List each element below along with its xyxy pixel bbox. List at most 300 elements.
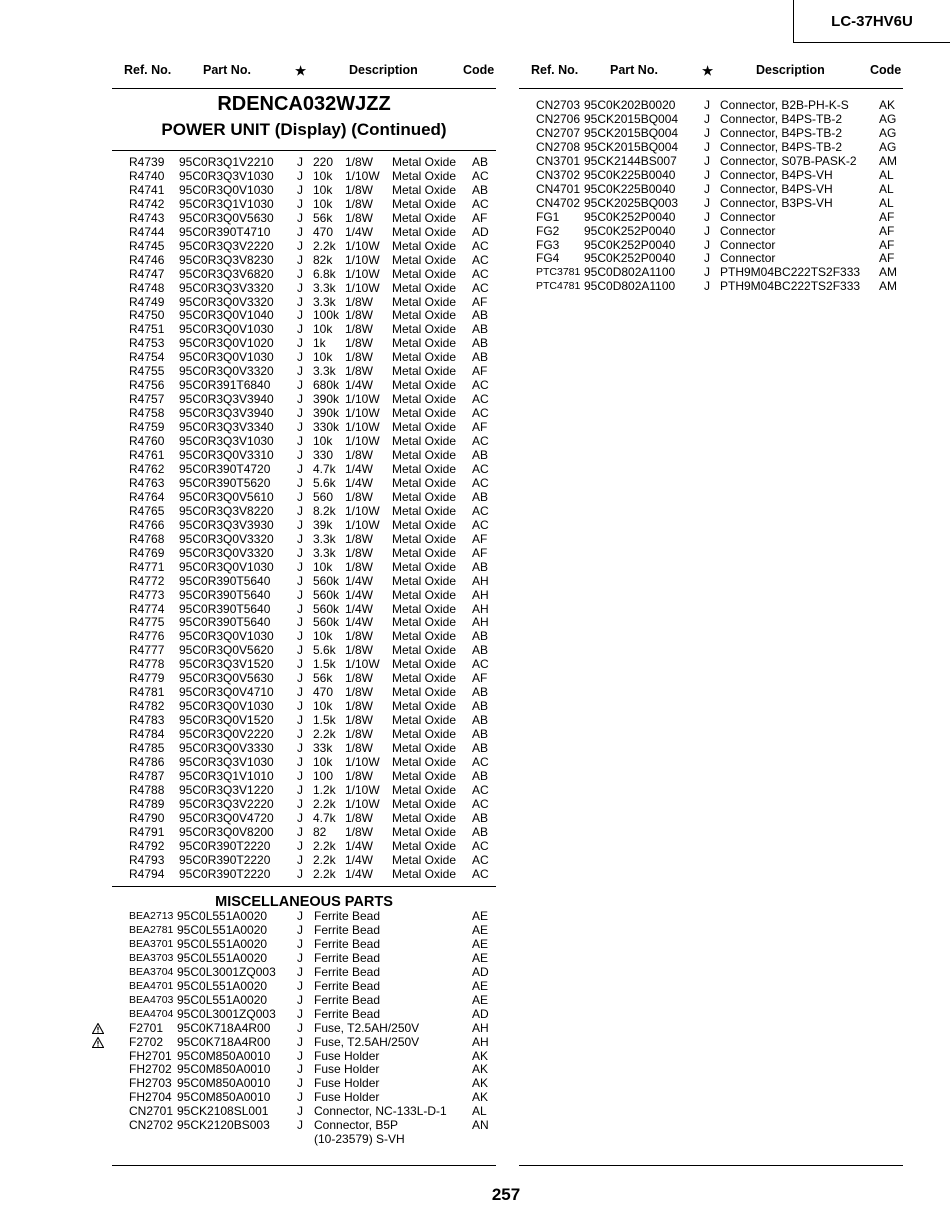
cell-code: AE [472,909,489,923]
cell-star-mark: J [297,517,303,532]
cell-ref-no: R4776 [129,629,165,644]
cell-wattage: 1/4W [345,852,374,867]
cell-code: AE [472,922,489,937]
cell-wattage: 1/4W [345,378,374,393]
cell-ref-no: R4750 [129,308,165,323]
cell-star-mark: J [297,1048,303,1063]
cell-code: AC [472,434,489,449]
cell-code: AH [472,1034,489,1049]
table-row [112,1105,496,1119]
table-row [112,868,496,882]
cell-code: AB [472,741,489,756]
cell-value: 3.3k [313,280,336,295]
cell-part-no: 95C0K202B0020 [584,98,676,112]
cell-wattage: 1/8W [345,196,374,211]
cell-ref-no: BEA4704 [129,1007,174,1020]
cell-star-mark: J [297,266,303,281]
cell-part-no: 95C0M850A0010 [177,1090,271,1105]
cell-description: Connector [720,223,776,238]
cell-part-no: 95C0R3Q3V3930 [179,517,274,532]
cell-star-mark: J [297,475,303,490]
cell-ref-no: R4777 [129,643,165,658]
cell-star-mark: J [704,251,710,266]
cell-star-mark: J [297,224,303,239]
table-row [112,1022,496,1036]
cell-part-no: 95C0L551A0020 [177,922,268,937]
cell-code: AB [472,559,489,574]
cell-code: AB [472,489,489,504]
cell-part-no: 95C0D802A1100 [584,279,676,294]
cell-code: AC [472,280,489,295]
cell-value: 10k [313,322,333,337]
cell-ref-no: R4741 [129,182,165,197]
cell-star-mark: J [704,279,710,294]
cell-wattage: 1/4W [345,838,374,853]
cell-description: Metal Oxide [392,685,457,700]
cell-part-no: 95C0R3Q3V2220 [179,238,274,253]
cell-description: Ferrite Bead [314,950,381,965]
cell-description: Metal Oxide [392,252,457,267]
cell-value: 10k [313,434,333,449]
table-row [112,784,496,798]
cell-ref-no: F2701 [129,1020,164,1035]
cell-part-no: 95C0K252P0040 [584,237,676,252]
table-row [112,589,496,603]
cell-wattage: 1/8W [345,350,374,365]
cell-wattage: 1/10W [345,168,380,183]
header-ref-no: Ref. No. [124,63,172,77]
misc-top-rule [112,886,496,887]
cell-star-mark: J [297,1090,303,1105]
cell-star-mark: J [297,782,303,797]
cell-ref-no: R4755 [129,364,165,379]
cell-part-no: 95C0L551A0020 [177,992,268,1007]
cell-wattage: 1/4W [345,587,374,602]
cell-ref-no: CN2707 [536,125,581,140]
cell-value: 560k [313,573,340,588]
cell-ref-no: CN3702 [536,167,581,182]
cell-part-no: 95C0R3Q0V3320 [179,545,274,560]
cell-wattage: 1/8W [345,448,374,463]
cell-star-mark: J [297,364,303,379]
table-row [112,938,496,952]
cell-description: Connector, B4PS-TB-2 [720,125,843,140]
cell-star-mark: J [297,727,303,742]
cell-star-mark: J [297,168,303,183]
table-row [112,561,496,575]
cell-value: 10k [313,196,333,211]
cell-code: AC [472,238,489,253]
cell-value: 33k [313,741,333,756]
cell-wattage: 1/8W [345,210,374,225]
table-row [112,1050,496,1064]
cell-star-mark: J [297,294,303,309]
cell-wattage: 1/10W [345,238,380,253]
table-row [112,477,496,491]
right-bottom-rule [519,1165,903,1166]
cell-code: AD [472,224,489,239]
cell-part-no: 95CK2144BS007 [584,153,677,168]
table-row [519,266,903,280]
cell-part-no: 95C0R3Q0V3320 [179,364,274,379]
cell-code: AM [879,153,897,168]
cell-description: Metal Oxide [392,866,457,881]
cell-code: AB [472,350,489,365]
right-column-header [519,63,903,81]
cell-ref-no: R4775 [129,615,165,630]
cell-wattage: 1/4W [345,601,374,616]
cell-value: 10k [313,754,333,769]
cell-wattage: 1/4W [345,475,374,490]
cell-ref-no: CN2703 [536,98,581,112]
cell-ref-no: R4783 [129,713,165,728]
cell-ref-no: BEA4701 [129,979,174,992]
cell-part-no: 95C0R390T4720 [179,461,271,476]
cell-code: AM [879,279,897,294]
table-row [112,994,496,1008]
table-row [112,547,496,561]
table-row [112,519,496,533]
cell-code: AN [472,1118,489,1133]
table-row [112,407,496,421]
table-row [112,840,496,854]
section-subtitle: POWER UNIT (Display) (Continued) [161,120,447,139]
table-row [112,463,496,477]
cell-code: AF [472,545,488,560]
cell-code: AC [472,838,489,853]
cell-star-mark: J [297,559,303,574]
cell-part-no: 95CK2025BQ003 [584,195,679,210]
cell-star-mark: J [704,98,710,112]
cell-star-mark: J [704,167,710,182]
cell-star-mark: J [297,601,303,616]
cell-part-no: 95C0R3Q0V5620 [179,643,274,658]
cell-description: Connector [720,209,776,224]
cell-wattage: 1/8W [345,155,374,169]
cell-description: PTH9M04BC222TS2F333 [720,279,861,294]
cell-description: Metal Oxide [392,573,457,588]
cell-value: 680k [313,378,340,393]
misc-parts-list [112,910,496,1147]
cell-code: AF [879,209,895,224]
cell-part-no: 95C0R390T5640 [179,587,271,602]
cell-ref-no: FH2704 [129,1090,172,1105]
cell-description: Metal Oxide [392,406,457,421]
cell-value: 100 [313,768,334,783]
cell-wattage: 1/4W [345,224,374,239]
cell-part-no: 95C0M850A0010 [177,1048,271,1063]
table-row [519,280,903,294]
cell-description: Metal Oxide [392,322,457,337]
cell-ref-no: R4745 [129,238,165,253]
cell-ref-no: BEA2713 [129,910,174,922]
cell-code: AF [472,531,488,546]
cell-description: Metal Oxide [392,196,457,211]
cell-part-no: 95CK2108SL001 [177,1104,269,1119]
cell-star-mark: J [297,322,303,337]
cell-ref-no: R4744 [129,224,165,239]
cell-ref-no: R4794 [129,866,165,881]
cell-code: AB [472,727,489,742]
cell-part-no: 95C0R3Q0V8200 [179,824,274,839]
cell-description: Metal Oxide [392,545,457,560]
cell-code: AC [472,196,489,211]
cell-star-mark: J [297,685,303,700]
table-row [112,379,496,393]
cell-wattage: 1/10W [345,420,380,435]
cell-description: Metal Oxide [392,782,457,797]
cell-description: Metal Oxide [392,475,457,490]
cell-description: Connector, S07B-PASK-2 [720,153,857,168]
cell-code: AB [472,713,489,728]
cell-part-no: 95C0R390T5620 [179,475,271,490]
cell-description: Metal Oxide [392,336,457,351]
cell-description: Metal Oxide [392,210,457,225]
table-row [112,421,496,435]
cell-star-mark: J [704,139,710,154]
cell-description: Metal Oxide [392,657,457,672]
cell-value: 330k [313,420,340,435]
cell-code: AE [472,936,489,951]
cell-wattage: 1/8W [345,336,374,351]
cell-description: Metal Oxide [392,671,457,686]
cell-star-mark: J [297,406,303,421]
table-row [112,714,496,728]
cell-part-no: 95C0K252P0040 [584,223,676,238]
cell-star-mark: J [297,238,303,253]
cell-star-mark: J [297,950,303,965]
cell-star-mark: J [297,196,303,211]
cell-ref-no: R4773 [129,587,165,602]
cell-code: AB [472,308,489,323]
header-ref-no: Ref. No. [531,63,579,77]
cell-code: AC [472,503,489,518]
cell-star-mark: J [297,210,303,225]
cell-description: Connector, B4PS-TB-2 [720,111,843,126]
cell-part-no: 95C0L3001ZQ003 [177,964,276,979]
table-row [112,282,496,296]
cell-description: Metal Oxide [392,768,457,783]
table-row [519,169,903,183]
model-label: LC-37HV6U [793,0,950,43]
cell-value: 1k [313,336,326,351]
table-row [112,966,496,980]
cell-wattage: 1/10W [345,434,380,449]
cell-code: AC [472,866,489,881]
cell-ref-no: R4766 [129,517,165,532]
cell-ref-no: R4764 [129,489,165,504]
cell-star-mark: J [297,643,303,658]
cell-star-mark: J [297,489,303,504]
cell-description: Metal Oxide [392,629,457,644]
table-row [112,924,496,938]
table-row [519,197,903,211]
table-row [519,239,903,253]
cell-description: Metal Oxide [392,503,457,518]
cell-part-no: 95C0M850A0010 [177,1062,271,1077]
cell-part-no: 95CK2015BQ004 [584,125,679,140]
cell-description: Metal Oxide [392,838,457,853]
table-row [112,575,496,589]
cell-part-no: 95C0R3Q0V1020 [179,336,274,351]
cell-code: AE [472,978,489,993]
cell-value: 6.8k [313,266,336,281]
cell-description: Connector [720,251,776,266]
cell-ref-no: R4765 [129,503,165,518]
cell-ref-no: CN2708 [536,139,581,154]
cell-description: Metal Oxide [392,294,457,309]
cell-value: 82k [313,252,333,267]
cell-value: 330 [313,448,334,463]
cell-star-mark: J [297,615,303,630]
cell-wattage: 1/8W [345,364,374,379]
cell-value: 5.6k [313,475,336,490]
cell-value: 470 [313,224,334,239]
cell-code: AB [472,768,489,783]
cell-value: 1.5k [313,657,336,672]
table-row [112,170,496,184]
cell-value: 10k [313,350,333,365]
cell-value: 8.2k [313,503,336,518]
cell-star-mark: J [297,922,303,937]
cell-ref-no: R4743 [129,210,165,225]
cell-ref-no: R4751 [129,322,165,337]
cell-ref-no: FG2 [536,223,560,238]
cell-description: Connector, B5P [314,1118,399,1133]
header-part-no: Part No. [203,63,251,77]
right-parts-list [519,99,903,294]
cell-part-no: 95C0R3Q0V5630 [179,210,274,225]
table-row [112,700,496,714]
cell-code: AC [472,754,489,769]
cell-description: Metal Oxide [392,615,457,630]
cell-wattage: 1/10W [345,657,380,672]
cell-description: Metal Oxide [392,713,457,728]
cell-ref-no: R4742 [129,196,165,211]
cell-ref-no: CN4702 [536,195,581,210]
cell-wattage: 1/8W [345,699,374,714]
cell-description: Metal Oxide [392,238,457,253]
cell-description: Connector, B2B-PH-K-S [720,98,849,112]
cell-code: AC [472,406,489,421]
cell-part-no: 95C0R390T2220 [179,838,271,853]
cell-part-no: 95C0K225B0040 [584,181,676,196]
cell-ref-no: CN2706 [536,111,581,126]
cell-code: AK [879,98,896,112]
cell-code: AG [879,139,897,154]
cell-description: Metal Oxide [392,224,457,239]
cell-value: 4.7k [313,810,336,825]
table-row [112,1063,496,1077]
cell-wattage: 1/10W [345,266,380,281]
cell-value: 2.2k [313,838,336,853]
cell-part-no: 95C0R390T5640 [179,615,271,630]
cell-part-no: 95C0K252P0040 [584,209,676,224]
cell-part-no: 95C0R3Q0V4710 [179,685,274,700]
cell-ref-no: R4772 [129,573,165,588]
cell-description: Metal Oxide [392,601,457,616]
cell-value: 3.3k [313,364,336,379]
cell-description: Ferrite Bead [314,909,381,923]
cell-star-mark: J [297,182,303,197]
cell-part-no: 95C0R3Q3V1030 [179,754,274,769]
cell-part-no: 95C0R3Q0V1030 [179,182,274,197]
cell-star-mark: J [297,671,303,686]
header-code: Code [463,63,495,77]
cell-star-mark: J [297,461,303,476]
cell-star-mark: J [297,434,303,449]
cell-ref-no: BEA2781 [129,923,174,936]
cell-star-mark: J [297,155,303,169]
cell-ref-no: R4782 [129,699,165,714]
cell-description: Metal Oxide [392,531,457,546]
cell-ref-no: FG4 [536,251,560,266]
cell-part-no: 95C0K718A4R00 [177,1034,271,1049]
cell-description: Metal Oxide [392,643,457,658]
cell-part-no: 95C0L551A0020 [177,909,268,923]
cell-wattage: 1/10W [345,280,380,295]
cell-star-mark: J [704,265,710,280]
cell-wattage: 1/8W [345,727,374,742]
table-row [112,854,496,868]
cell-part-no: 95C0R3Q0V3320 [179,531,274,546]
cell-value: 2.2k [313,796,336,811]
cell-ref-no: R4781 [129,685,165,700]
cell-star-mark: J [297,378,303,393]
cell-star-mark: J [297,1006,303,1021]
cell-code: AE [472,950,489,965]
cell-ref-no: CN3701 [536,153,581,168]
table-row [112,644,496,658]
cell-description: Connector, B4PS-VH [720,167,833,182]
table-row [112,603,496,617]
cell-ref-no: R4753 [129,336,165,351]
cell-code: AB [472,322,489,337]
cell-ref-no: BEA3701 [129,937,174,950]
right-header-rule [519,88,903,89]
table-row [112,212,496,226]
cell-value: 10k [313,559,333,574]
cell-part-no: 95C0R3Q0V2220 [179,727,274,742]
cell-wattage: 1/10W [345,782,380,797]
table-row [519,211,903,225]
cell-star-mark: J [297,657,303,672]
cell-part-no: 95C0L3001ZQ003 [177,1006,276,1021]
table-row [112,1008,496,1022]
cell-value: 82 [313,824,327,839]
cell-code: AB [472,643,489,658]
cell-description: Connector [720,237,776,252]
cell-description: Fuse, T2.5AH/250V [314,1034,420,1049]
cell-code: AF [472,420,488,435]
cell-part-no: 95C0R390T4710 [179,224,271,239]
cell-value: 390k [313,406,340,421]
cell-code: AB [472,336,489,351]
cell-wattage: 1/4W [345,615,374,630]
cell-wattage: 1/4W [345,461,374,476]
cell-description: Fuse Holder [314,1076,380,1091]
cell-code: AC [472,475,489,490]
cell-code: AC [472,517,489,532]
cell-code: AE [472,992,489,1007]
cell-star-mark: J [297,280,303,295]
cell-description: Connector, B4PS-TB-2 [720,139,843,154]
cell-value: 56k [313,671,333,686]
table-row [112,980,496,994]
table-row [112,616,496,630]
table-row [112,268,496,282]
cell-wattage: 1/8W [345,824,374,839]
